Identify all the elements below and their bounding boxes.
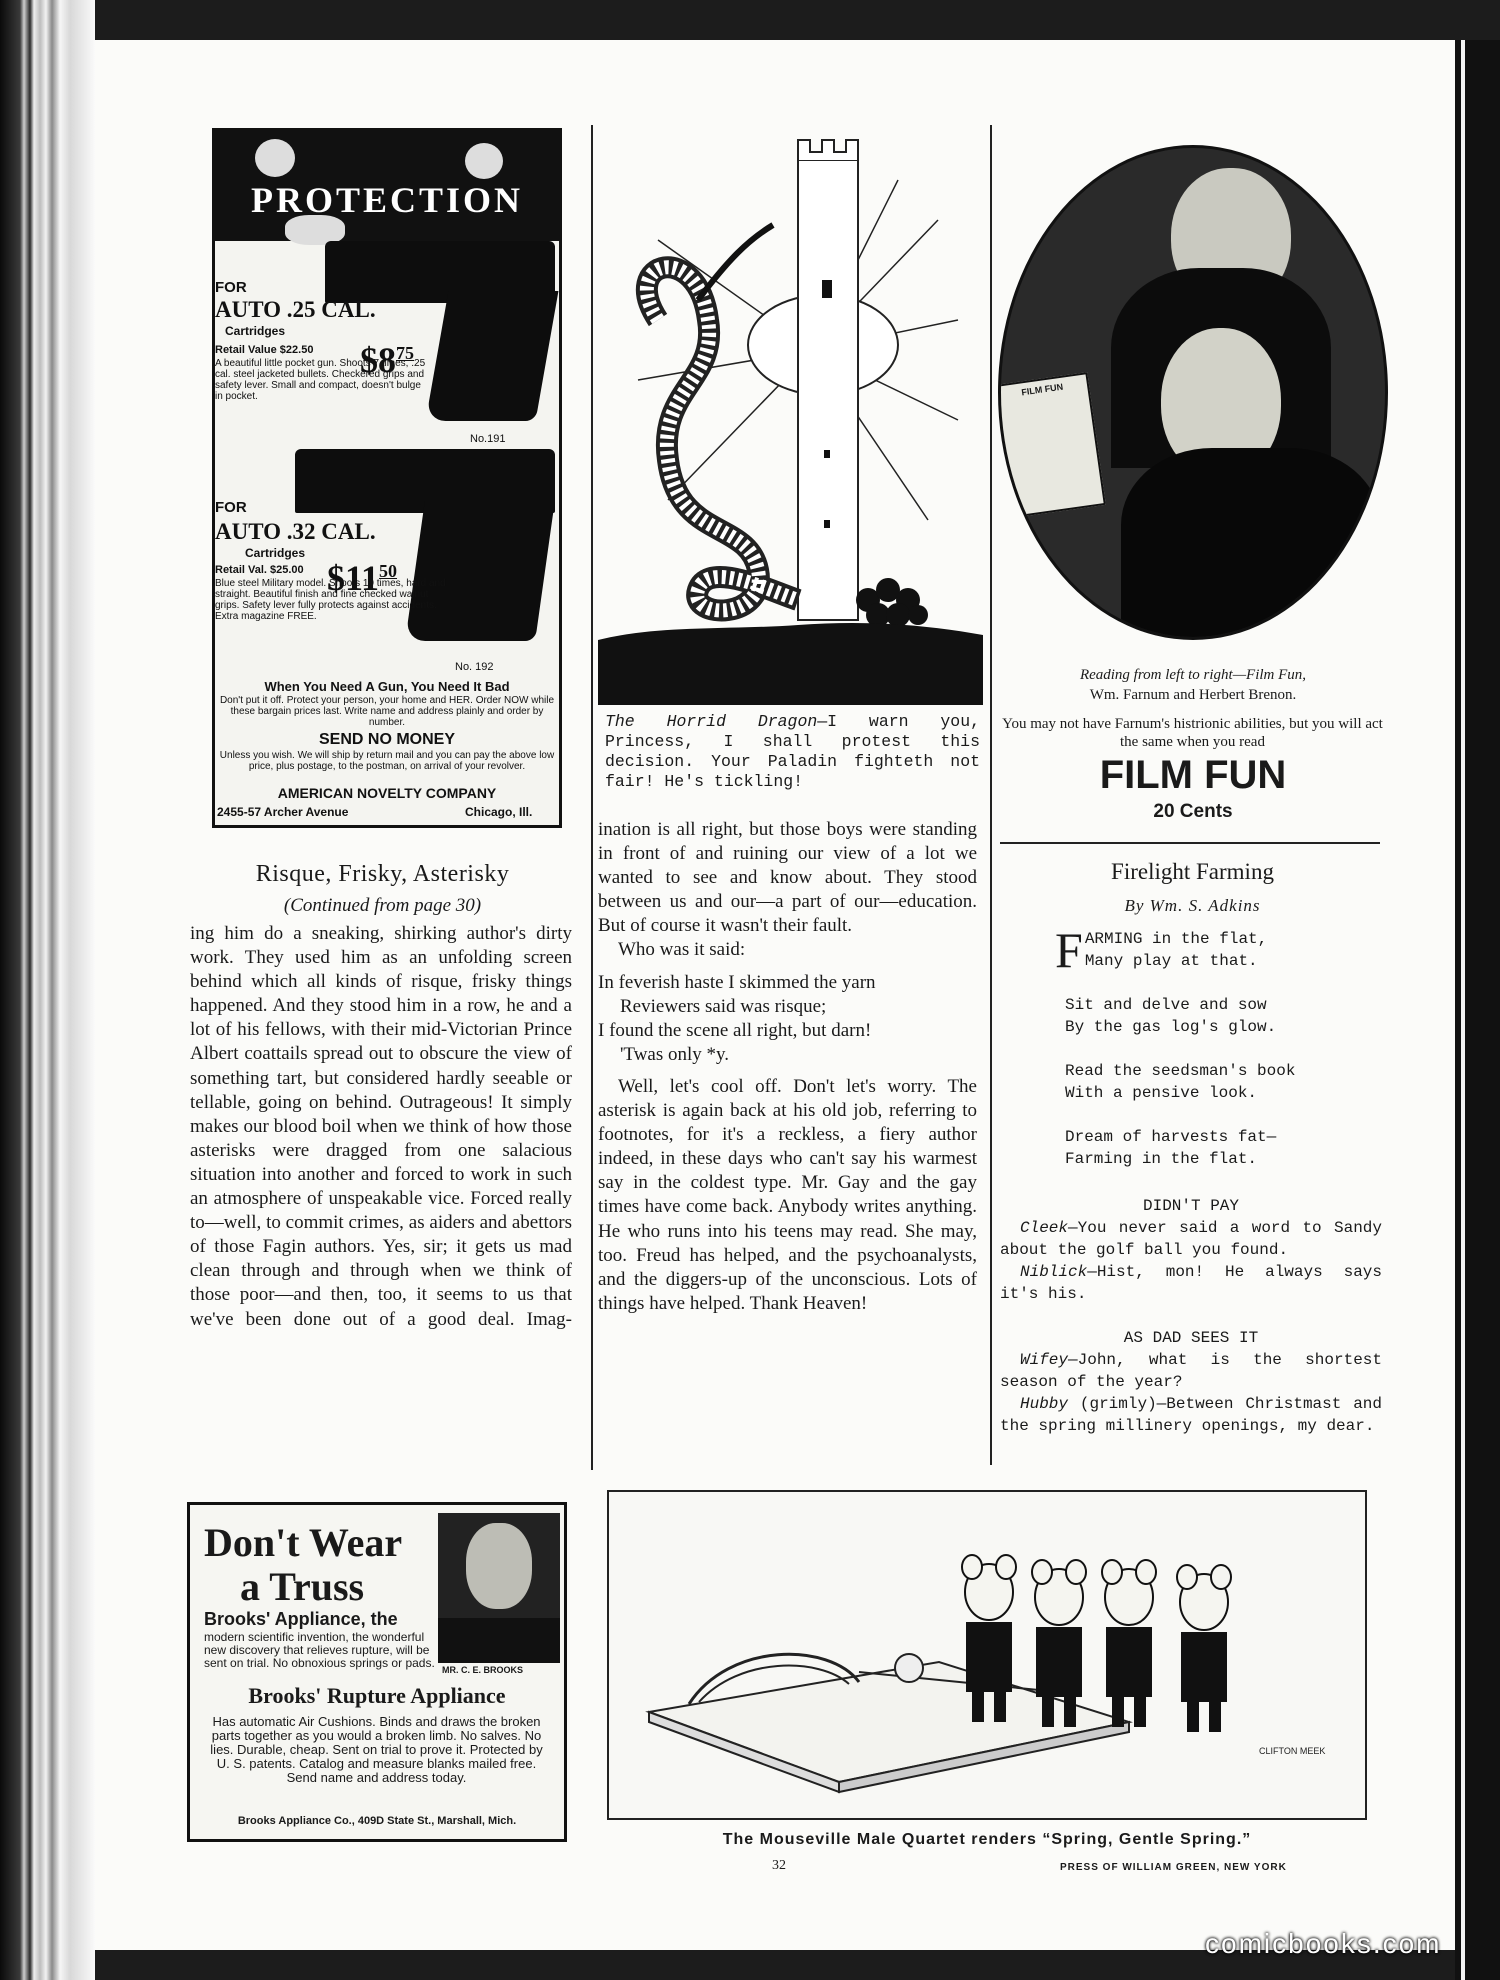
truss-body: Has automatic Air Cushions. Binds and draws the broken parts together as you would a broken limb. No salves. No lies. Durable, cheap. Sent on trial to prove it. Protected by U. S. patents. Catalog and measure blanks mailed free. Send name and address today. (210, 1714, 543, 1785)
gun-ad-address: 2455-57 Archer Avenue (217, 805, 349, 819)
didnt-pay-joke (1000, 1195, 1382, 1305)
tower-window (824, 520, 830, 528)
rule-under-filmfun (1000, 842, 1380, 844)
as-dad-sees-it-joke (1000, 1327, 1382, 1437)
gun-ad-company: AMERICAN NOVELTY COMPANY (277, 785, 497, 801)
verse-line: Reviewers said was risque; (620, 995, 827, 1017)
film-fun-photo (998, 145, 1388, 640)
stanza-gap (1055, 972, 1385, 994)
poem-title: Firelight Farming (1111, 859, 1274, 884)
dad-line-2 (1000, 1393, 1382, 1437)
poem-dropcap: F (1055, 922, 1083, 978)
verse-line: I found the scene all right, but darn! (598, 1019, 872, 1041)
gun2-cartridges: Cartridges (245, 546, 306, 560)
brooks-name-label: MR. C. E. BROOKS (442, 1665, 524, 1675)
man-reading-suit (1121, 448, 1381, 640)
brooks-portrait (438, 1513, 560, 1663)
dragon-caption-speaker: The Horrid Dragon (605, 712, 818, 731)
cartoon-signature: CLIFTON MEEK (1259, 1746, 1326, 1756)
magazine-prop-label: FILM FUN (1020, 381, 1064, 398)
verse (598, 971, 977, 1067)
gun-ad-city: Chicago, Ill. (465, 805, 533, 819)
gun1-caliber: AUTO .25 CAL. (215, 297, 376, 322)
article-continued: (Continued from page 30) (283, 895, 482, 916)
gun1-for: FOR (215, 279, 247, 296)
tower-window (822, 280, 832, 298)
as-dad-sees-it-title: AS DAD SEES IT (1123, 1329, 1259, 1347)
dragon-caption (605, 712, 980, 792)
gun2-model: No. 192 (455, 661, 494, 673)
stanza-gap (1055, 1104, 1385, 1126)
pistol-25-grip (426, 291, 559, 421)
dad-text-2: (grimly)—Between Christmast and the spring millinery openings, my dear. (1000, 1395, 1382, 1435)
didnt-pay-line-1 (1000, 1217, 1382, 1261)
poem-line: Many play at that. (1084, 952, 1258, 970)
poem-body (1055, 922, 1385, 1170)
column-rule-left (591, 125, 593, 1470)
truss-headline-1: Don't Wear (204, 1520, 403, 1565)
didnt-pay-line-2 (1000, 1261, 1382, 1305)
gun1-retail: Retail Value $22.50 (215, 344, 314, 356)
speaker-cleek: Cleek (1020, 1219, 1069, 1237)
poem-line: Sit and delve and sow (1065, 996, 1267, 1014)
article-title: Risque, Frisky, Asterisky (255, 861, 510, 887)
gun2-retail: Retail Val. $25.00 (215, 564, 304, 576)
film-fun-magazine-prop (998, 372, 1106, 518)
gun2-caliber: AUTO .32 CAL. (215, 519, 376, 544)
column-rule-right (990, 125, 992, 1465)
film-fun-title: FILM FUN (1099, 753, 1287, 797)
send-no-money: SEND NO MONEY (318, 731, 455, 748)
tower-window (824, 450, 830, 458)
article-paragraph: ing him do a sneaking, shirking author's dirty work. They used him as an unfolding screen behind which all kinds of risque, frisky things happened. And they stood him in a row, he and a lot of his fellows, with their mid-Victorian Prince Albert coattails spread out to obscure the view of something tart, but considered hardly seeable or tellable, going on behind. Outrageous! It simply makes our blood boil when we think of how those asterisks were dragged from one salacious situation into another and forced to work in such an atmosphere of unspeakable vice. Forced really to—well, to commit crimes, as aiders and abettors of those Fagin authors. Yes, sir; it gets us mad clean through and through when we think of those poor—and then, too, it seems to us that we've been done out of a good deal. Imag- (190, 923, 572, 1330)
speaker-niblick: Niblick (1020, 1263, 1088, 1281)
poem-byline: By Wm. S. Adkins (1124, 896, 1261, 915)
stanza-gap (1055, 1038, 1385, 1060)
mouse-singers (962, 1555, 1231, 1732)
poem-line: With a pensive look. (1065, 1084, 1258, 1102)
poem-line: Dream of harvests fat— (1065, 1128, 1277, 1146)
photo-caption-1: Reading from left to right—Film Fun, (1079, 667, 1307, 683)
film-fun-price: 20 Cents (1153, 801, 1233, 822)
article-body (190, 922, 572, 1332)
gun-advertisement (212, 128, 562, 828)
truss-address: Brooks Appliance Co., 409D State St., Marshall, Mich. (237, 1815, 517, 1827)
dragon-tongue (698, 225, 773, 300)
poem-line: Farming in the flat. (1065, 1150, 1258, 1168)
truss-lead: Brooks' Appliance, the (204, 1609, 398, 1629)
dragon-caption-text: —I warn you, Princess, I shall protest this decision. Your Paladin fighteth not fair! He's tickling! (605, 712, 980, 791)
tower (798, 160, 858, 620)
middle-paragraph-3: Well, let's cool off. Don't let's worry. The asterisk is again back at his old job, referring to footnotes, for it's a reckless, a fiery author indeed, in these days who can't say his warmest say in the coldest type. Mr. Gay and the gay times have come back. Anybody writes anything. He who runs into his teens may read. She may, too. Freud has helped, and the psychoanalysts, and the diggers-up of the unconscious. Lots of things have helped. Thank Heaven! (598, 1075, 977, 1314)
ground (598, 623, 983, 705)
send-no-money-body: Unless you wish. We will ship by return mail and you can pay the above low price, plus postage, to the postman, on arrival of your revolver. (219, 750, 555, 772)
photo-caption-2: Wm. Farnum and Herbert Brenon. (1089, 687, 1297, 703)
shrubs (856, 578, 928, 627)
gun2-for: FOR (215, 499, 247, 516)
gun1-model: No.191 (470, 433, 506, 445)
didnt-pay-title: DIDN'T PAY (1142, 1197, 1239, 1215)
film-fun-promo: You may not have Farnum's histrionic abilities, but you will act the same when you read (1002, 716, 1383, 750)
middle-column (598, 818, 977, 1316)
gun2-description: Blue steel Military model. Shoots 10 times, hard and straight. Beautiful finish and fine checked walnut grips. Safety lever fully protects against accidents. Extra magazine FREE. (215, 578, 446, 622)
poem-line: Read the seedsman's book (1065, 1062, 1296, 1080)
tower-battlements (798, 140, 858, 160)
didnt-pay-text-2: —Hist, mon! He always says it's his. (1000, 1263, 1382, 1303)
poem-first-line: ARMING in the flat, (1084, 930, 1268, 948)
press-credit: PRESS OF WILLIAM GREEN, NEW YORK (1060, 1862, 1287, 1873)
gun1-price: $\$8^{75}$ (360, 340, 414, 380)
page-number: 32 (772, 1858, 786, 1873)
gun-ad-body: Don't put it off. Protect your person, your home and HER. Order NOW while these bargain prices last. Write name and address plainly and order by number. (219, 695, 555, 728)
book-binding (0, 0, 95, 1980)
truss-advertisement (187, 1502, 567, 1842)
cartoon-drawing (609, 1492, 1365, 1818)
verse-line: In feverish haste I skimmed the yarn (598, 971, 876, 993)
dad-text-1: —John, what is the shortest season of the year? (1000, 1351, 1382, 1391)
dad-line-1 (1000, 1349, 1382, 1393)
poem-line: By the gas log's glow. (1065, 1018, 1277, 1036)
truss-headline-3: Brooks' Rupture Appliance (248, 1683, 506, 1708)
mouse-quartet-cartoon (607, 1490, 1367, 1820)
gun1-description: A beautiful little pocket gun. Shoots 7 times, .25 cal. steel jacketed bullets. Checkered grips and safety lever. Small and compact, doesn't bulge in pocket. (215, 358, 426, 402)
middle-paragraph-1: ination is all right, but those boys were standing in front of and ruining our view of a lot we wanted to see and know about. They stood between us and our—a part of our—education. But of course it wasn't their fault. (598, 819, 977, 937)
truss-description: modern scientific invention, the wonderful new discovery that relieves rupture, will be sent on trial. No obnoxious springs or pads. (204, 1630, 435, 1670)
middle-paragraph-2: Who was it said: (618, 939, 746, 961)
verse-line: 'Twas only *y. (620, 1043, 730, 1065)
dragon-illustration (598, 120, 983, 705)
speaker-wifey: Wifey (1020, 1351, 1069, 1369)
truss-headline-2: a Truss (240, 1564, 365, 1609)
didnt-pay-text-1: —You never said a word to Sandy about the golf ball you found. (1000, 1219, 1382, 1259)
site-watermark: comicbooks.com (1205, 1928, 1442, 1959)
gun-ad-headline: When You Need A Gun, You Need It Bad (264, 679, 510, 694)
page-edge (1455, 40, 1500, 1980)
cartoon-caption: The Mouseville Male Quartet renders “Spring, Gentle Spring.” (722, 1831, 1252, 1848)
speaker-hubby: Hubby (1020, 1395, 1069, 1413)
gun1-cartridges: Cartridges (225, 324, 286, 338)
ad-banner-title: PROTECTION (250, 180, 524, 220)
gun2-price: $\$11^{50}$ (327, 558, 398, 598)
